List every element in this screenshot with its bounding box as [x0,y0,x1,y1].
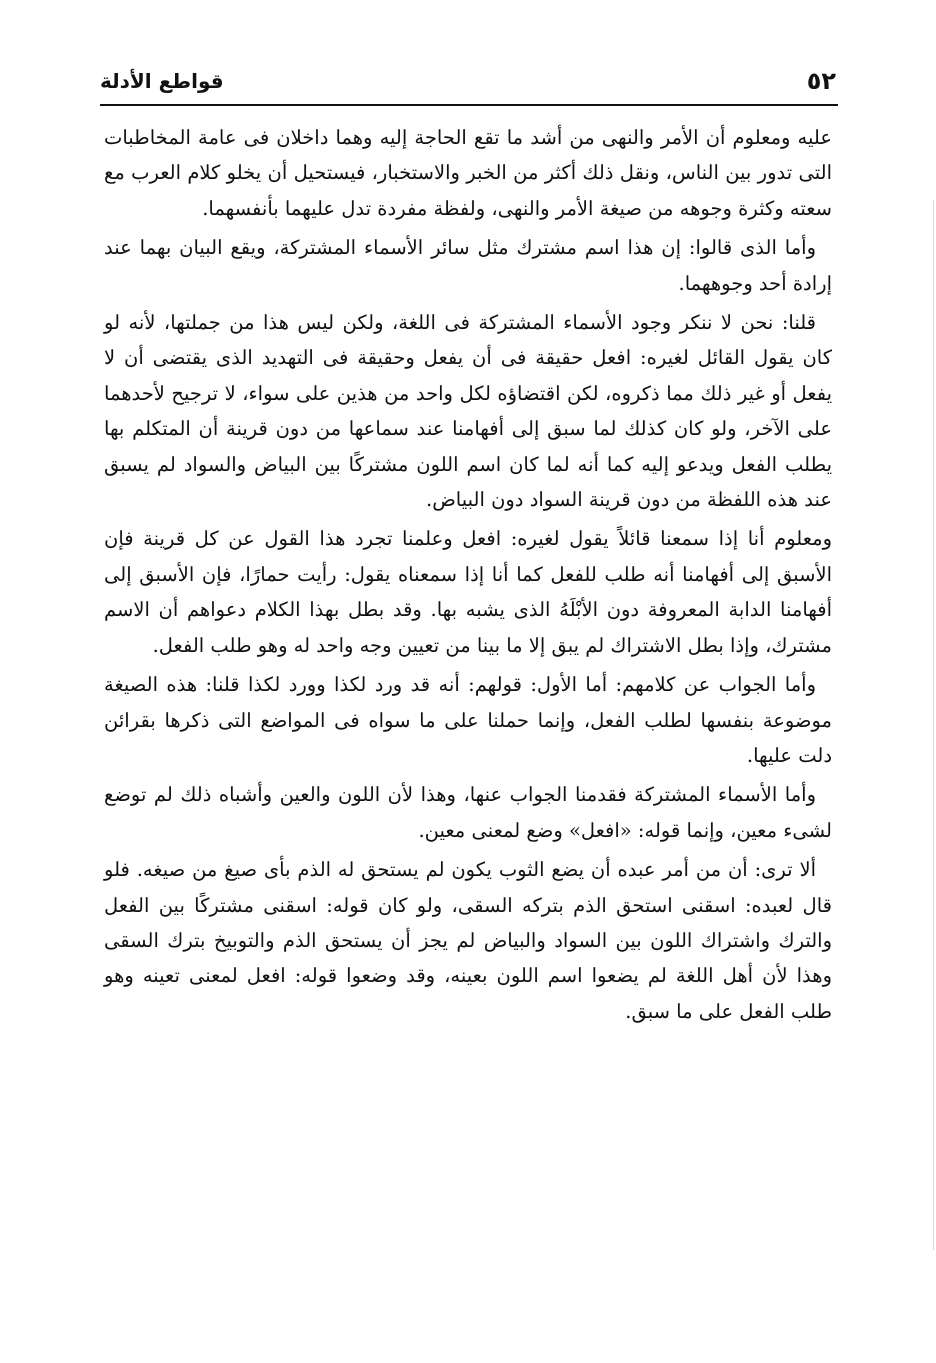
paragraph: قلنا: نحن لا ننكر وجود الأسماء المشتركة فى اللغة، ولكن ليس هذا من جملتها، لأنه لو كان يقول القائل لغيره: افعل حقيقة فى أن يفعل وحقيقة فى التهديد الذى يقتضى أن لا يفعل أو غير ذلك مما ذكروه، لكن اقتضاؤه لكل واحد من هذين على سواء، لا ترجيح لأحدهما على الآخر، ولو كان كذلك لما سبق إلى أفهامنا عند سماعها من دون قرينة أن المتكلم بها يطلب الفعل ويدعو إليه كما أنه لما كان اسم اللون مشتركًا بين البياض والسواد لم يسبق عند هذه اللفظة من دون قرينة السواد دون البياض. [104,311,832,512]
paragraph: عليه ومعلوم أن الأمر والنهى من أشد ما تقع الحاجة إليه وهما داخلان فى عامة المخاطبات التى تدور بين الناس، ونقل ذلك أكثر من الخبر والاستخبار، فيستحيل أن يخلو كلام العرب مع سعته وكثرة وجوهه من صيغة الأمر والنهى، ولفظة مفردة تدل عليهما بأنفسهما. [104,126,832,220]
paragraph: وأما الجواب عن كلامهم: أما الأول: قولهم: أنه قد ورد لكذا وورد لكذا قلنا: هذه الصيغة موضوعة بنفسها لطلب الفعل، وإنما حملنا على ما سواه فى المواضع التى ذكرها بقرائن دلت عليها. [104,673,832,767]
page-number: ٥٢ [806,67,836,95]
page-edge-line [933,200,934,1250]
header-divider [100,104,838,106]
paragraph: وأما الذى قالوا: إن هذا اسم مشترك مثل سائر الأسماء المشتركة، ويقع البيان بهما عند إرادة أحد وجوههما. [104,236,832,295]
paragraph: ومعلوم أنا إذا سمعنا قائلاً يقول لغيره: افعل وعلمنا تجرد هذا القول عن كل قرينة فإن الأسبق إلى أفهامنا أنه طلب للفعل كما أنا إذا سمعناه يقول: رأيت حمارًا، فإن الأسبق إلى أفهامنا الدابة المعروفة دون الأبْلَهُ الذى يشبه بها. وقد بطل بهذا الكلام دعواهم أن الاسم مشترك، وإذا بطل الاشتراك لم يبق إلا ما بينا من تعيين وجه واحد له وهو طلب الفعل. [104,527,832,657]
page-body [104,120,832,1033]
running-header [100,62,836,100]
paragraph: ألا ترى: أن من أمر عبده أن يضع الثوب يكون لم يستحق له الذم بأى صيغ من صيغه. فلو قال لعبده: اسقنى استحق الذم بتركه السقى، ولو كان قوله: اسقنى مشتركًا بين الفعل والترك واشتراك اللون بين السواد والبياض لم يجز أن يستحق الذم والتوبيخ بترك السقى وهذا لأن أهل اللغة لم يضعوا اسم اللون بعينه، وقد وضعوا قوله: افعل لمعنى تعينه وهو طلب الفعل على ما سبق. [104,858,832,1023]
paragraph: وأما الأسماء المشتركة فقدمنا الجواب عنها، وهذا لأن اللون والعين وأشباه ذلك لم توضع لشىء معين، وإنما قوله: «افعل» وضع لمعنى معين. [104,783,832,842]
book-title: قواطع الأدلة [100,69,224,93]
